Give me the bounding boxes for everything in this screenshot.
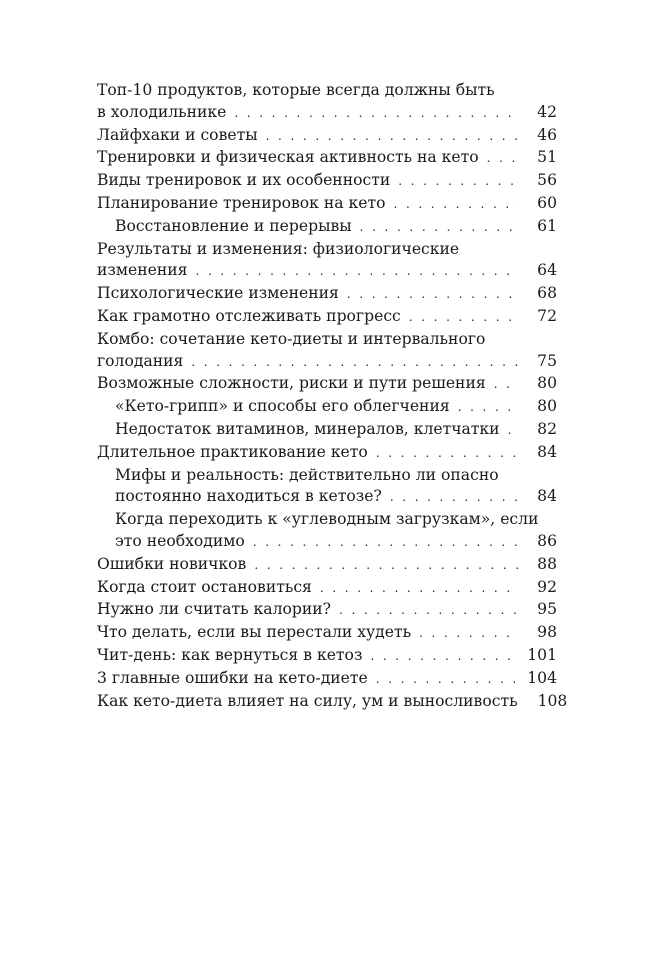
toc-entry-title: Длительное практикование кето	[97, 442, 368, 461]
toc-page-number: 92	[537, 577, 557, 596]
toc-dot-leader	[234, 103, 519, 125]
toc-dot-leader	[320, 578, 519, 600]
toc-entry-title: Когда стоит остановиться	[97, 577, 312, 596]
table-of-contents	[97, 80, 568, 713]
toc-entry-title-line: Комбо: сочетание кето-диеты и интервального	[97, 329, 486, 348]
toc-entry-row	[115, 531, 557, 554]
toc-entry	[97, 691, 568, 714]
toc-subentry	[97, 465, 557, 510]
toc-entry-row	[97, 668, 557, 691]
toc-entry	[97, 239, 557, 284]
toc-entry	[97, 170, 557, 193]
toc-page-number: 104	[527, 668, 557, 687]
toc-dot-leader	[196, 261, 519, 283]
toc-entry-title: это необходимо	[115, 531, 245, 550]
toc-entry-row	[97, 442, 557, 465]
toc-dot-leader	[390, 487, 519, 509]
toc-page-number: 84	[537, 442, 557, 461]
toc-entry-row	[97, 577, 557, 600]
toc-dot-leader	[494, 374, 519, 396]
toc-entry-title: Планирование тренировок на кето	[97, 193, 386, 212]
toc-entry-title: Тренировки и физическая активность на кето	[97, 148, 479, 167]
toc-entry-title: Психологические изменения	[97, 284, 339, 303]
toc-page-number: 56	[537, 171, 557, 190]
toc-entry-row	[97, 147, 557, 170]
toc-entry-title: Как грамотно отслеживать прогресс	[97, 306, 401, 325]
toc-entry	[97, 645, 557, 668]
toc-page-number: 108	[537, 691, 568, 710]
toc-dot-leader	[376, 669, 515, 691]
toc-page-number: 95	[537, 600, 557, 619]
toc-entry-title: Возможные сложности, риски и пути решения	[97, 374, 486, 393]
toc-dot-leader	[191, 352, 519, 374]
toc-entry-row	[97, 306, 557, 329]
toc-entry-row	[97, 260, 557, 283]
toc-entry-row	[115, 396, 557, 419]
toc-entry-title: 3 главные ошибки на кето-диете	[97, 668, 368, 687]
toc-entry-row	[97, 351, 557, 374]
toc-page-number: 86	[537, 531, 557, 550]
toc-entry-title: Недостаток витаминов, минералов, клетчатки	[115, 419, 500, 438]
toc-entry	[97, 193, 557, 216]
toc-entry	[97, 373, 557, 396]
toc-entry-row	[115, 419, 557, 442]
toc-entry	[97, 283, 557, 306]
toc-entry-title: Восстановление и перерывы	[115, 216, 352, 235]
toc-entry-row	[97, 170, 557, 193]
toc-entry-row	[115, 486, 557, 509]
toc-page-number: 42	[537, 102, 557, 121]
toc-subentry	[97, 216, 557, 239]
toc-dot-leader	[419, 623, 519, 645]
toc-entry-row	[97, 554, 557, 577]
toc-page-number: 88	[537, 554, 557, 573]
toc-entry-row	[97, 373, 557, 396]
toc-dot-leader	[253, 532, 519, 554]
toc-entry	[97, 125, 557, 148]
toc-subentry	[97, 396, 557, 419]
toc-entry-title: Что делать, если вы перестали худеть	[97, 623, 412, 642]
toc-entry	[97, 622, 557, 645]
toc-entry-row	[97, 102, 557, 125]
toc-subentry	[97, 419, 557, 442]
toc-dot-leader	[360, 217, 519, 239]
toc-dot-leader	[254, 555, 519, 577]
toc-dot-leader	[409, 307, 519, 329]
toc-page-number: 61	[537, 216, 557, 235]
toc-dot-leader	[487, 148, 519, 170]
toc-page-number: 84	[537, 487, 557, 506]
toc-dot-leader	[394, 194, 519, 216]
toc-page-number: 46	[537, 125, 557, 144]
toc-entry-row	[115, 216, 557, 239]
toc-page-number: 101	[527, 645, 557, 664]
toc-entry-title: постоянно находиться в кетозе?	[115, 487, 382, 506]
toc-entry	[97, 668, 557, 691]
toc-entry-row	[97, 599, 557, 622]
toc-page-number: 51	[537, 148, 557, 167]
toc-entry-title: Как кето-диета влияет на силу, ум и выносливость	[97, 691, 518, 710]
toc-entry-title: Чит-день: как вернуться в кетоз	[97, 645, 363, 664]
toc-entry-title: Виды тренировок и их особенности	[97, 171, 391, 190]
toc-dot-leader	[266, 126, 519, 148]
toc-page-number: 72	[537, 306, 557, 325]
toc-dot-leader	[347, 284, 519, 306]
toc-subentry	[97, 509, 557, 554]
toc-dot-leader	[458, 397, 519, 419]
toc-entry-title-line: Топ-10 продуктов, которые всегда должны быть	[97, 81, 495, 99]
toc-dot-leader	[370, 646, 515, 668]
toc-page-number: 82	[537, 419, 557, 438]
toc-entry	[97, 306, 557, 329]
toc-entry-title: Лайфхаки и советы	[97, 125, 258, 144]
toc-page-number: 98	[537, 623, 557, 642]
toc-entry-title: Нужно ли считать калории?	[97, 600, 332, 619]
toc-entry-row	[97, 645, 557, 668]
toc-page-number: 64	[537, 261, 557, 280]
toc-entry-row	[97, 691, 568, 714]
toc-entry-row	[97, 283, 557, 306]
toc-dot-leader	[398, 171, 519, 193]
toc-entry	[97, 329, 557, 374]
toc-entry-title-line: Мифы и реальность: действительно ли опасно	[115, 465, 499, 484]
toc-entry-row	[97, 193, 557, 216]
toc-entry-title: голодания	[97, 351, 184, 370]
toc-entry-title: в холодильнике	[97, 102, 227, 121]
toc-entry	[97, 80, 557, 125]
toc-entry-title: изменения	[97, 261, 188, 280]
toc-entry	[97, 554, 557, 577]
toc-entry-row	[97, 125, 557, 148]
toc-entry	[97, 442, 557, 465]
toc-page-number: 75	[537, 351, 557, 370]
toc-page-number: 80	[537, 374, 557, 393]
toc-entry	[97, 599, 557, 622]
toc-entry-title-line: Результаты и изменения: физиологические	[97, 239, 460, 258]
toc-dot-leader	[508, 420, 519, 442]
toc-page-number: 60	[537, 193, 557, 212]
toc-entry	[97, 577, 557, 600]
toc-entry-title-line: Когда переходить к «углеводным загрузкам», если	[115, 510, 539, 529]
toc-page-number: 80	[537, 397, 557, 416]
toc-dot-leader	[376, 443, 519, 465]
toc-entry-title: «Кето-грипп» и способы его облегчения	[115, 397, 450, 416]
toc-page-number: 68	[537, 284, 557, 303]
toc-entry-title: Ошибки новичков	[97, 554, 247, 573]
toc-entry	[97, 147, 557, 170]
toc-dot-leader	[339, 600, 519, 622]
toc-entry-row	[97, 622, 557, 645]
